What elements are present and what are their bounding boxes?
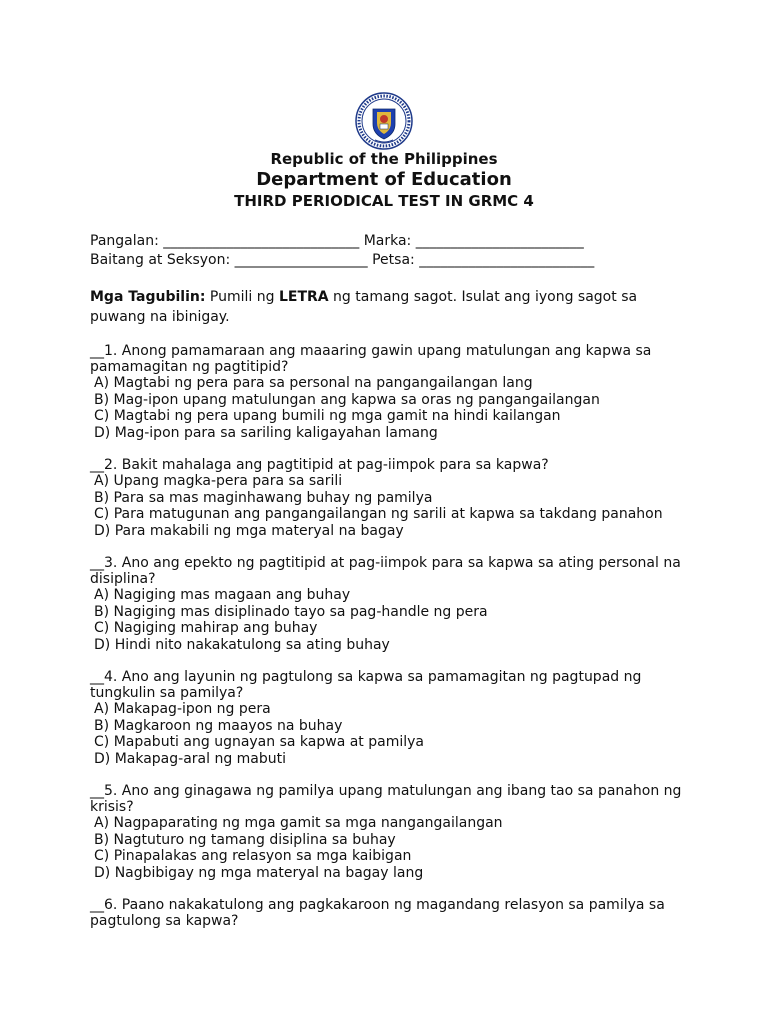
question-text: __5. Ano ang ginagawa ng pamilya upang matulungan ang ibang tao sa panahon ng krisis? xyxy=(90,783,682,815)
student-fields xyxy=(90,232,690,270)
question-1 xyxy=(90,343,690,441)
choice-a: A) Magtabi ng pera para sa personal na pangangailangan lang xyxy=(94,375,533,391)
choice-b: B) Nagtuturo ng tamang disiplina sa buhay xyxy=(94,831,396,848)
choice-d: D) Para makabili ng mga materyal na bagay xyxy=(94,522,404,539)
question-text: __1. Anong pamamaraan ang maaaring gawin upang matulungan ang kapwa sa pamamagitan ng pagtitipid? xyxy=(90,343,652,375)
choice-a: A) Nagpaparating ng mga gamit sa mga nangangailangan xyxy=(94,815,503,831)
choice-b: B) Para sa mas maginhawang buhay ng pamilya xyxy=(94,489,433,506)
choice-a: A) Nagiging mas magaan ang buhay xyxy=(94,587,351,603)
choice-b: B) Magkaroon ng maayos na buhay xyxy=(94,717,343,734)
republic-heading: Republic of the Philippines xyxy=(270,150,498,168)
test-title: THIRD PERIODICAL TEST IN GRMC 4 xyxy=(234,192,534,210)
question-text: __4. Ano ang layunin ng pagtulong sa kapwa sa pamamagitan ng pagtupad ng tungkulin sa pamilya? xyxy=(90,669,642,701)
grade-date-line[interactable]: Baitang at Seksyon: ___________________ Petsa: _________________________ xyxy=(90,252,595,268)
instructions xyxy=(90,287,690,327)
instructions-bold-word: LETRA xyxy=(278,289,329,305)
question-4 xyxy=(90,669,690,767)
choice-b: B) Nagiging mas disiplinado tayo sa pag-handle ng pera xyxy=(94,603,488,620)
choice-d: D) Mag-ipon para sa sariling kaligayahan lamang xyxy=(94,424,438,441)
test-content xyxy=(90,232,690,929)
choice-a: A) Makapag-ipon ng pera xyxy=(94,701,271,717)
question-6 xyxy=(90,897,690,929)
question-text: __6. Paano nakakatulong ang pagkakaroon ng magandang relasyon sa pamilya sa pagtulong sa kapwa? xyxy=(90,897,665,929)
instructions-text-2: ng tamang sagot. Isulat ang iyong sagot sa puwang na ibinigay. xyxy=(90,289,638,325)
deped-seal-icon xyxy=(355,92,413,150)
question-text: __3. Ano ang epekto ng pagtitipid at pag-iimpok para sa kapwa sa ating personal na disiplina? xyxy=(90,555,681,587)
choice-c: C) Pinapalakas ang relasyon sa mga kaibigan xyxy=(94,848,412,864)
questions-list xyxy=(90,343,690,929)
choice-c: C) Mapabuti ang ugnayan sa kapwa at pamilya xyxy=(94,734,424,750)
department-heading: Department of Education xyxy=(256,169,512,190)
choice-d: D) Hindi nito nakakatulong sa ating buhay xyxy=(94,636,390,653)
instructions-text-1: Pumili ng xyxy=(205,289,279,305)
choice-d: D) Nagbibigay ng mga materyal na bagay lang xyxy=(94,864,424,881)
choice-a: A) Upang magka-pera para sa sarili xyxy=(94,473,343,489)
choice-c: C) Para matugunan ang pangangailangan ng sarili at kapwa sa takdang panahon xyxy=(94,506,663,522)
name-score-line[interactable]: Pangalan: ____________________________ Marka: ________________________ xyxy=(90,233,584,249)
question-3 xyxy=(90,555,690,653)
choice-d: D) Makapag-aral ng mabuti xyxy=(94,750,287,767)
choice-b: B) Mag-ipon upang matulungan ang kapwa sa oras ng pangangailangan xyxy=(94,391,600,408)
question-text: __2. Bakit mahalaga ang pagtitipid at pag-iimpok para sa kapwa? xyxy=(90,457,549,473)
question-2 xyxy=(90,457,690,539)
choice-c: C) Nagiging mahirap ang buhay xyxy=(94,620,318,636)
choice-c: C) Magtabi ng pera upang bumili ng mga gamit na hindi kailangan xyxy=(94,408,561,424)
instructions-label: Mga Tagubilin: xyxy=(90,289,206,305)
question-5 xyxy=(90,783,690,881)
